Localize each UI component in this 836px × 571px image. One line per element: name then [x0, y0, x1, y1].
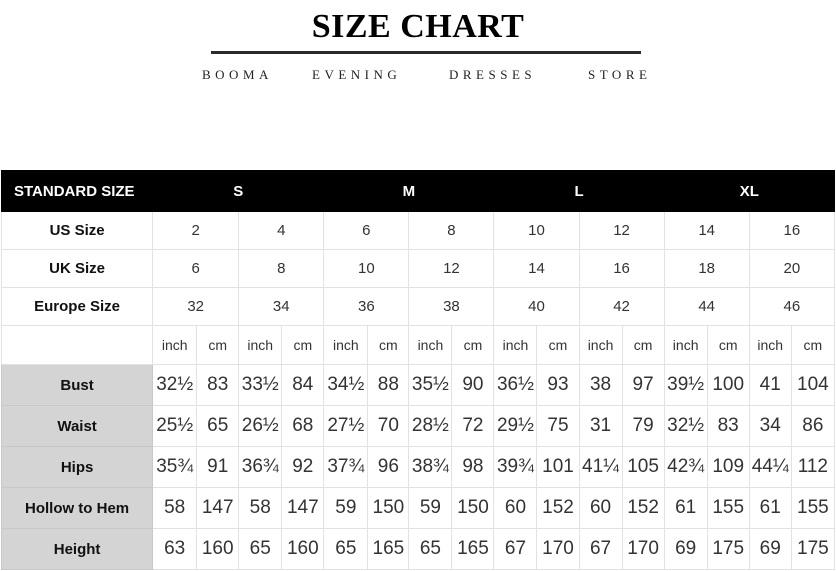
- measurement-cell: 105: [622, 447, 664, 488]
- measurement-cell: 160: [282, 529, 324, 570]
- measurement-cell: 41: [749, 365, 791, 406]
- measurement-cell: 92: [282, 447, 324, 488]
- unit-label-cm: cm: [197, 326, 239, 365]
- subtitle-word-store: STORE: [588, 67, 652, 82]
- measurement-cell: 67: [579, 529, 622, 570]
- measurement-cell: 59: [324, 488, 368, 529]
- measurement-cell: 101: [537, 447, 579, 488]
- unit-label-inch: inch: [239, 326, 282, 365]
- measurement-cell: 98: [452, 447, 494, 488]
- measurement-cell: 32½: [153, 365, 197, 406]
- measurement-cell: 152: [537, 488, 579, 529]
- size-cell: 44: [664, 288, 749, 326]
- measurement-cell: 36¾: [239, 447, 282, 488]
- measurement-cell: 65: [324, 529, 368, 570]
- unit-row: [2, 326, 835, 365]
- row-label: Europe Size: [2, 288, 153, 326]
- size-group-m: M: [324, 171, 494, 212]
- unit-label-cm: cm: [452, 326, 494, 365]
- measurement-cell: 72: [452, 406, 494, 447]
- row-label: Waist: [2, 406, 153, 447]
- measurement-cell: 150: [368, 488, 409, 529]
- page-title: SIZE CHART: [311, 8, 525, 45]
- measurement-cell: 39¾: [494, 447, 537, 488]
- size-row-uk-size: [2, 250, 835, 288]
- measurement-cell: 165: [452, 529, 494, 570]
- size-cell: 10: [494, 212, 579, 250]
- measurement-cell: 38¾: [409, 447, 452, 488]
- row-label: Hollow to Hem: [2, 488, 153, 529]
- measurement-cell: 175: [791, 529, 834, 570]
- measurement-cell: 58: [239, 488, 282, 529]
- size-row-us-size: [2, 212, 835, 250]
- measurement-cell: 68: [282, 406, 324, 447]
- measurement-cell: 61: [749, 488, 791, 529]
- measurement-cell: 60: [494, 488, 537, 529]
- measurement-cell: 59: [409, 488, 452, 529]
- unit-label-inch: inch: [409, 326, 452, 365]
- measurement-cell: 109: [707, 447, 749, 488]
- size-cell: 8: [409, 212, 494, 250]
- measurement-row-waist: [2, 406, 835, 447]
- measurement-cell: 83: [197, 365, 239, 406]
- measurement-cell: 91: [197, 447, 239, 488]
- measurement-cell: 34: [749, 406, 791, 447]
- measurement-cell: 96: [368, 447, 409, 488]
- row-label: UK Size: [2, 250, 153, 288]
- row-label: US Size: [2, 212, 153, 250]
- measurement-cell: 61: [664, 488, 707, 529]
- title-underline: [211, 51, 641, 54]
- measurement-row-hollow-to-hem: [2, 488, 835, 529]
- measurement-cell: 31: [579, 406, 622, 447]
- measurement-cell: 65: [409, 529, 452, 570]
- size-cell: 18: [664, 250, 749, 288]
- measurement-cell: 104: [791, 365, 834, 406]
- size-cell: 16: [579, 250, 664, 288]
- measurement-cell: 32½: [664, 406, 707, 447]
- measurement-cell: 155: [707, 488, 749, 529]
- subtitle-word-dresses: DRESSES: [449, 67, 537, 82]
- unit-label-inch: inch: [494, 326, 537, 365]
- size-cell: 12: [409, 250, 494, 288]
- size-cell: 12: [579, 212, 664, 250]
- size-cell: 6: [153, 250, 239, 288]
- measurement-cell: 26½: [239, 406, 282, 447]
- unit-label-cm: cm: [622, 326, 664, 365]
- measurement-cell: 150: [452, 488, 494, 529]
- measurement-cell: 41¼: [579, 447, 622, 488]
- subtitle-word-evening: EVENING: [312, 67, 402, 82]
- measurement-cell: 37¾: [324, 447, 368, 488]
- measurement-cell: 147: [197, 488, 239, 529]
- measurement-cell: 38: [579, 365, 622, 406]
- unit-label-inch: inch: [324, 326, 368, 365]
- size-cell: 16: [749, 212, 834, 250]
- measurement-cell: 88: [368, 365, 409, 406]
- size-cell: 2: [153, 212, 239, 250]
- unit-label-inch: inch: [664, 326, 707, 365]
- measurement-cell: 112: [791, 447, 834, 488]
- size-cell: 34: [239, 288, 324, 326]
- measurement-cell: 65: [239, 529, 282, 570]
- measurement-cell: 29½: [494, 406, 537, 447]
- size-chart-table: [1, 170, 835, 570]
- measurement-cell: 165: [368, 529, 409, 570]
- row-label: Height: [2, 529, 153, 570]
- measurement-cell: 155: [791, 488, 834, 529]
- unit-label-inch: inch: [153, 326, 197, 365]
- measurement-cell: 67: [494, 529, 537, 570]
- measurement-cell: 36½: [494, 365, 537, 406]
- measurement-cell: 44¼: [749, 447, 791, 488]
- size-cell: 8: [239, 250, 324, 288]
- measurement-cell: 33½: [239, 365, 282, 406]
- unit-label-cm: cm: [537, 326, 579, 365]
- measurement-cell: 35½: [409, 365, 452, 406]
- size-cell: 42: [579, 288, 664, 326]
- size-row-europe-size: [2, 288, 835, 326]
- measurement-cell: 79: [622, 406, 664, 447]
- measurement-cell: 93: [537, 365, 579, 406]
- row-label: Hips: [2, 447, 153, 488]
- size-cell: 46: [749, 288, 834, 326]
- size-cell: 10: [324, 250, 409, 288]
- measurement-cell: 35¾: [153, 447, 197, 488]
- size-group-xl: XL: [664, 171, 834, 212]
- measurement-cell: 83: [707, 406, 749, 447]
- measurement-cell: 25½: [153, 406, 197, 447]
- measurement-cell: 69: [749, 529, 791, 570]
- unit-label-cm: cm: [368, 326, 409, 365]
- measurement-row-height: [2, 529, 835, 570]
- measurement-cell: 147: [282, 488, 324, 529]
- size-chart-body: [2, 212, 835, 570]
- size-cell: 40: [494, 288, 579, 326]
- unit-label-inch: inch: [749, 326, 791, 365]
- measurement-cell: 175: [707, 529, 749, 570]
- unit-label-cm: cm: [707, 326, 749, 365]
- size-cell: 6: [324, 212, 409, 250]
- measurement-cell: 84: [282, 365, 324, 406]
- measurement-cell: 42¾: [664, 447, 707, 488]
- measurement-cell: 70: [368, 406, 409, 447]
- row-label: Bust: [2, 365, 153, 406]
- measurement-cell: 160: [197, 529, 239, 570]
- measurement-cell: 90: [452, 365, 494, 406]
- unit-label-cm: cm: [791, 326, 834, 365]
- measurement-cell: 97: [622, 365, 664, 406]
- measurement-cell: 86: [791, 406, 834, 447]
- measurement-cell: 69: [664, 529, 707, 570]
- size-cell: 14: [664, 212, 749, 250]
- measurement-cell: 100: [707, 365, 749, 406]
- measurement-row-hips: [2, 447, 835, 488]
- size-group-l: L: [494, 171, 664, 212]
- measurement-row-bust: [2, 365, 835, 406]
- subtitle-word-booma: BOOMA: [202, 67, 273, 82]
- measurement-cell: 152: [622, 488, 664, 529]
- size-cell: 32: [153, 288, 239, 326]
- size-cell: 38: [409, 288, 494, 326]
- measurement-cell: 28½: [409, 406, 452, 447]
- measurement-cell: 75: [537, 406, 579, 447]
- measurement-cell: 58: [153, 488, 197, 529]
- measurement-cell: 34½: [324, 365, 368, 406]
- standard-size-label: STANDARD SIZE: [2, 171, 153, 212]
- size-group-s: S: [153, 171, 324, 212]
- size-cell: 4: [239, 212, 324, 250]
- unit-row-blank: [2, 326, 153, 365]
- size-cell: 20: [749, 250, 834, 288]
- unit-label-cm: cm: [282, 326, 324, 365]
- measurement-cell: 65: [197, 406, 239, 447]
- measurement-cell: 170: [622, 529, 664, 570]
- standard-size-header-row: [2, 171, 835, 212]
- measurement-cell: 60: [579, 488, 622, 529]
- size-cell: 14: [494, 250, 579, 288]
- unit-label-inch: inch: [579, 326, 622, 365]
- size-cell: 36: [324, 288, 409, 326]
- measurement-cell: 170: [537, 529, 579, 570]
- measurement-cell: 63: [153, 529, 197, 570]
- measurement-cell: 39½: [664, 365, 707, 406]
- measurement-cell: 27½: [324, 406, 368, 447]
